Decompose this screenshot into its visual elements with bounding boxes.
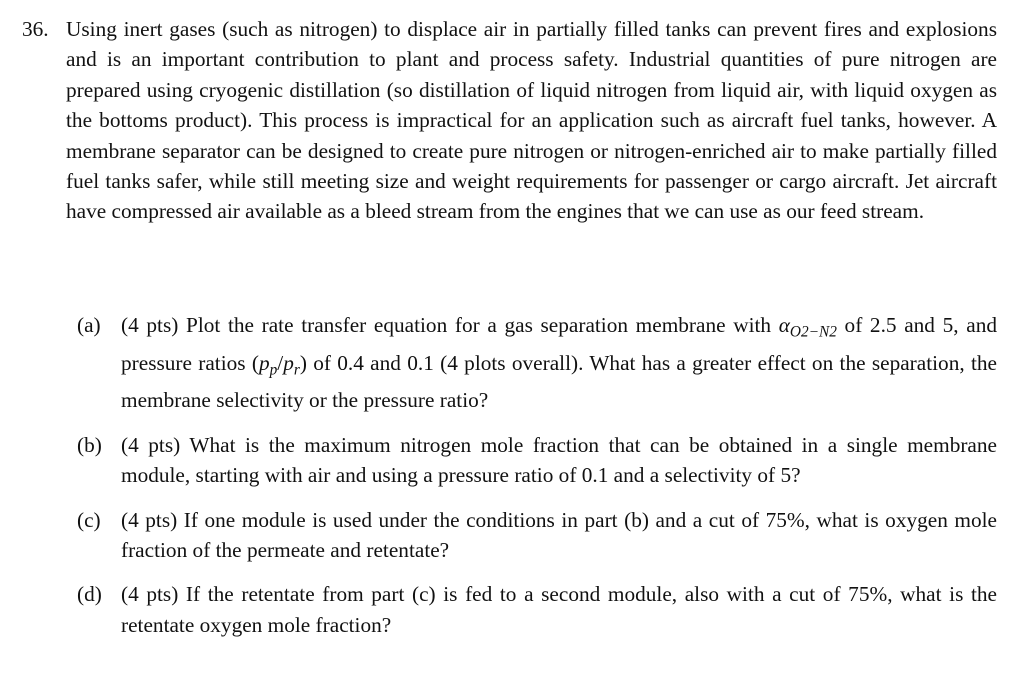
part-text: (4 pts) If the retentate from part (c) is fed to a second module, also with a cut of 75%, what is the retentate oxygen mole fraction? bbox=[121, 582, 997, 637]
part-a-text-2: of 2.5 and 5, and pressure ratios ( bbox=[121, 313, 997, 375]
alpha-subscript: O2−N2 bbox=[789, 323, 837, 341]
ratio-slash: / bbox=[277, 350, 284, 375]
part-text: (4 pts) What is the maximum nitrogen mole fraction that can be obtained in a single membrane module, starting with air and using a pressure ratio of 0.1 and a selectivity of 5? bbox=[121, 432, 997, 488]
part-c bbox=[77, 505, 997, 566]
part-text bbox=[121, 310, 997, 416]
problem-number: 36. bbox=[22, 17, 49, 41]
part-a-text-3: ) of 0.4 and 0.1 (4 plots overall). What has a greater effect on the separation, the membrane selectivity or the pressure ratio? bbox=[121, 350, 997, 413]
part-b bbox=[77, 430, 997, 491]
pressure-subscript-p: p bbox=[269, 360, 278, 378]
part-text: (4 pts) If one module is used under the conditions in part (b) and a cut of 75%, what is oxygen mole fraction of the permeate and retentate? bbox=[121, 507, 997, 562]
problem-parts bbox=[77, 310, 997, 654]
part-d bbox=[77, 579, 997, 640]
part-label: (d) bbox=[77, 582, 102, 607]
pressure-symbol-r: p bbox=[283, 350, 294, 375]
part-a-text-1: (4 pts) Plot the rate transfer equation for a gas separation membrane with bbox=[121, 313, 779, 337]
problem-statement: Using inert gases (such as nitrogen) to displace air in partially filled tanks can prevent fires and explosions and is an important contribution to plant and process safety. Industrial quantities of pure nitrogen are prepared using cryogenic distillation (so distillation of liquid nitrogen from liquid air, with liquid oxygen as the bottoms product). This process is impractical for an application such as aircraft fuel tanks, however. A membrane separator can be designed to create pure nitrogen or nitrogen-enriched air to make partially filled fuel tanks safer, while still meeting size and weight requirements for passenger or cargo aircraft. Jet aircraft have compressed air available as a bleed stream from the engines that we can use as our feed stream. bbox=[66, 17, 997, 224]
pressure-symbol-p: p bbox=[258, 350, 270, 375]
part-label: (a) bbox=[77, 313, 101, 337]
pressure-subscript-r: r bbox=[293, 360, 300, 378]
part-a bbox=[77, 310, 997, 416]
problem-36 bbox=[22, 14, 997, 227]
part-label: (c) bbox=[77, 507, 101, 532]
part-label: (b) bbox=[77, 432, 102, 457]
alpha-symbol: α bbox=[778, 313, 790, 337]
